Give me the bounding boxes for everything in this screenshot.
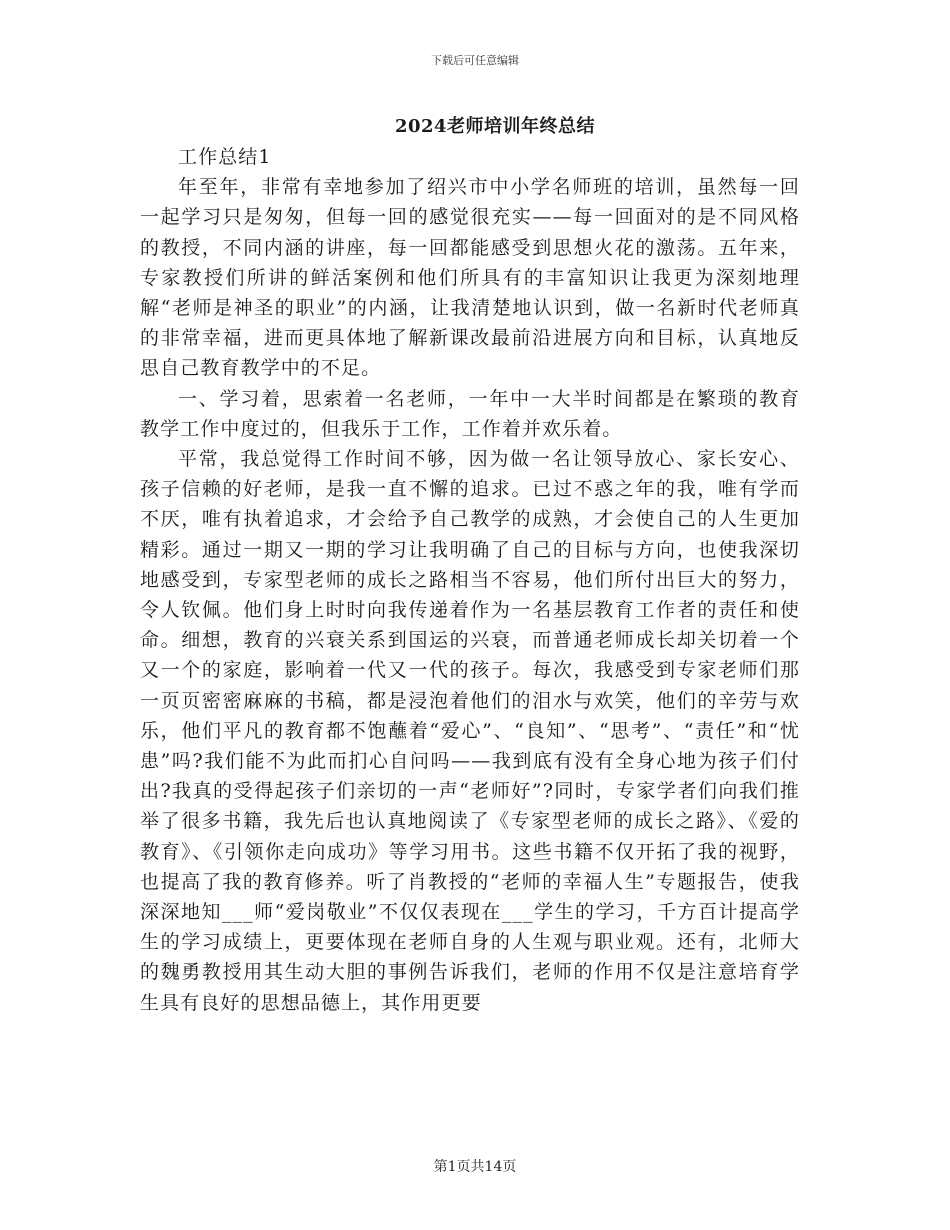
page-header-note: 下载后可任意编辑 — [431, 54, 519, 67]
section-heading: 工作总结1 — [178, 146, 272, 168]
document-body — [140, 142, 800, 1018]
page-number-footer: 第1页共14页 — [433, 1159, 517, 1175]
body-paragraph: 一、学习着，思索着一名老师，一年中一大半时间都是在繁琐的教育教学工作中度过的，但我乐于工作，工作着并欢乐着。 — [140, 387, 800, 440]
document-title: 2024老师培训年终总结 — [394, 116, 596, 137]
body-paragraph: 平常，我总觉得工作时间不够，因为做一名让领导放心、家长安心、孩子信赖的好老师，是我一直不懈的追求。已过不惑之年的我，唯有学而不厌，唯有执着追求，才会给予自己教学的成熟，才会使自己的人生更加精彩。通过一期又一期的学习让我明确了自己的目标与方向，也使我深切地感受到，专家型老师的成长之路相当不容易，他们所付出巨大的努力，令人钦佩。他们身上时时向我传递着作为一名基层教育工作者的责任和使命。细想，教育的兴衰关系到国运的兴衰，而普通老师成长却关切着一个又一个的家庭，影响着一代又一代的孩子。每次，我感受到专家老师们那一页页密密麻麻的书稿，都是浸泡着他们的泪水与欢笑，他们的辛劳与欢乐，他们平凡的教育都不饱蘸着“爱心”、“良知”、“思考”、“责任”和“忧患”吗?我们能不为此而扪心自问吗——我到底有没有全身心地为孩子们付出?我真的受得起孩子们亲切的一声“老师好”?同时，专家学者们向我们推举了很多书籍，我先后也认真地阅读了《专家型老师的成长之路》、《爱的教育》、《引领你走向成功》等学习用书。这些书籍不仅开拓了我的视野，也提高了我的教育修养。听了肖教授的“老师的幸福人生”专题报告，使我深深地知___师“爱岗敬业”不仅仅表现在___学生的学习，千方百计提高学生的学习成绩上，更要体现在老师自身的人生观与职业观。还有，北师大的魏勇教授用其生动大胆的事例告诉我们，老师的作用不仅是注意培育学生具有良好的思想品德上，其作用更要 — [140, 448, 800, 1014]
body-paragraph: 年至年，非常有幸地参加了绍兴市中小学名师班的培训，虽然每一回一起学习只是匆匆，但每一回的感觉很充实——每一回面对的是不同风格的教授，不同内涵的讲座，每一回都能感受到思想火花的激荡。五年来，专家教授们所讲的鲜活案例和他们所具有的丰富知识让我更为深刻地理解“老师是神圣的职业”的内涵，让我清楚地认识到，做一名新时代老师真的非常幸福，进而更具体地了解新课改最前沿进展方向和目标，认真地反思自己教育教学中的不足。 — [140, 176, 800, 380]
